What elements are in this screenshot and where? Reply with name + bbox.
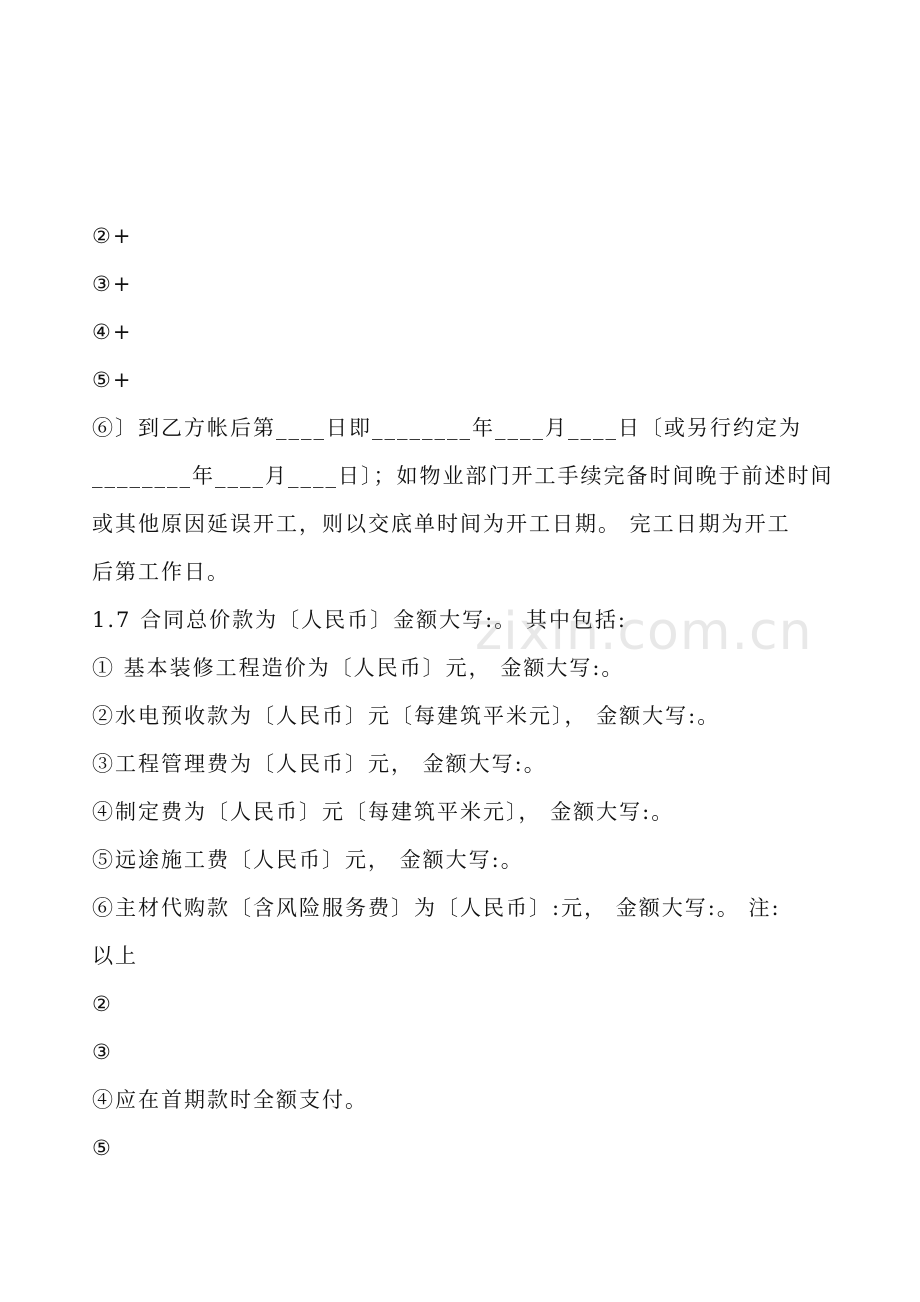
- text-line: ②+: [92, 224, 133, 248]
- list-item: ④应在首期款时全额支付。: [92, 1088, 368, 1112]
- list-item: ⑥主材代购款〔含风险服务费〕为〔人民币〕:元， 金额大写:。 注:: [92, 896, 781, 920]
- list-item: ②: [92, 992, 113, 1016]
- list-item: ⑤: [92, 1136, 113, 1160]
- text-line: 后第工作日。: [92, 560, 230, 584]
- text-line: ________年____月____日〕；如物业部门开工手续完备时间晚于前述时间: [92, 464, 834, 488]
- list-item: ④制定费为〔人民币〕元〔每建筑平米元〕， 金额大写:。: [92, 800, 675, 824]
- section-heading: 1.7 合同总价款为〔人民币〕金额大写:。 其中包括:: [92, 608, 627, 632]
- text-line: ③+: [92, 272, 133, 296]
- text-line: 以上: [92, 944, 138, 968]
- text-line: ⑥〕到乙方帐后第____日即________年____月____日〔或另行约定为: [92, 416, 802, 440]
- list-item: ②水电预收款为〔人民币〕元〔每建筑平米元〕， 金额大写:。: [92, 704, 721, 728]
- text-line: ④+: [92, 320, 133, 344]
- list-item: ③: [92, 1040, 113, 1064]
- watermark: zixin.com.cn: [475, 602, 813, 662]
- list-item: ⑤远途施工费〔人民币〕元， 金额大写:。: [92, 848, 524, 872]
- text-line: 或其他原因延误开工，则以交底单时间为开工日期。 完工日期为开工: [92, 512, 791, 536]
- list-item: ① 基本装修工程造价为〔人民币〕元， 金额大写:。: [92, 656, 625, 680]
- list-item: ③工程管理费为〔人民币〕元， 金额大写:。: [92, 752, 547, 776]
- text-line: ⑤+: [92, 368, 133, 392]
